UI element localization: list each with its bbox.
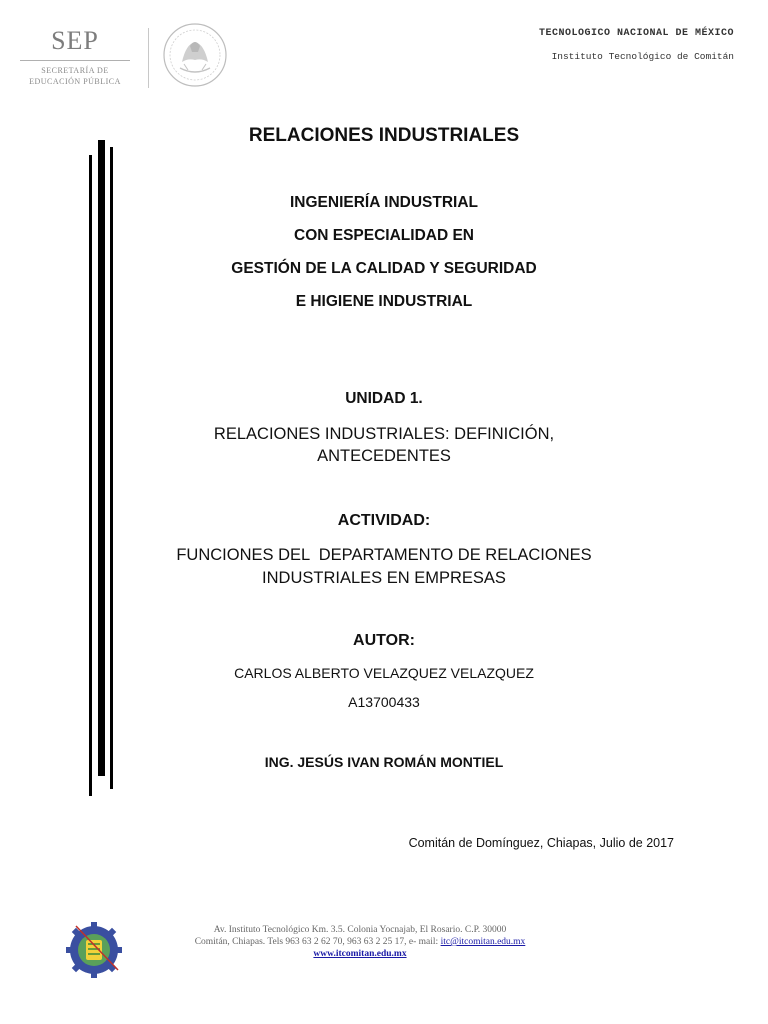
place-date: Comitán de Domínguez, Chiapas, Julio de 2017 — [408, 836, 674, 850]
footer-phones: Comitán, Chiapas. Tels 963 63 2 62 70, 963 63 2 25 17, e- mail: — [194, 937, 441, 947]
campus-name: Instituto Tecnológico de Comitán — [551, 51, 734, 62]
unit-topic-line-2: ANTECEDENTES — [317, 447, 451, 465]
footer-website-link[interactable]: www.itcomitan.edu.mx — [313, 949, 407, 959]
footer-address: Av. Instituto Tecnológico Km. 3.5. Colonia Yocnajab, El Rosario. C.P. 30000 — [213, 925, 507, 935]
career-line-1: INGENIERÍA INDUSTRIAL — [289, 194, 478, 211]
sep-logo-rule — [20, 60, 130, 61]
institution-name: TECNOLOGICO NACIONAL DE MÉXICO — [538, 28, 734, 39]
unit-label: UNIDAD 1. — [345, 390, 423, 407]
header-divider — [148, 28, 149, 88]
author-id: A13700433 — [348, 694, 420, 710]
career-line-2: CON ESPECIALIDAD EN — [294, 227, 474, 244]
activity-topic-line-1: FUNCIONES DEL DEPARTAMENTO DE RELACIONES — [176, 546, 592, 564]
sep-logo — [20, 26, 130, 88]
career-line-4: E HIGIENE INDUSTRIAL — [295, 293, 473, 310]
teacher-name: ING. JESÚS IVAN ROMÁN MONTIEL — [264, 754, 504, 770]
activity-topic — [0, 544, 768, 590]
sep-logo-line2: EDUCACIÓN PÚBLICA — [29, 77, 121, 86]
footer-website — [150, 949, 570, 959]
footer-email-link[interactable]: itc@itcomitan.edu.mx — [440, 937, 526, 947]
itc-logo-icon — [66, 922, 122, 978]
footer-contact — [150, 937, 570, 947]
unit-topic-line-1: RELACIONES INDUSTRIALES: DEFINICIÓN, — [213, 425, 555, 443]
unit-topic — [0, 423, 768, 467]
document-title: RELACIONES INDUSTRIALES — [248, 125, 520, 146]
coat-of-arms-seal-icon — [162, 22, 228, 88]
sep-logo-line1: SECRETARÍA DE — [41, 66, 109, 75]
author-name: CARLOS ALBERTO VELAZQUEZ VELAZQUEZ — [234, 665, 534, 681]
activity-label: ACTIVIDAD: — [337, 512, 431, 529]
activity-topic-line-2: INDUSTRIALES EN EMPRESAS — [262, 569, 506, 587]
sep-logo-word: SEP — [51, 26, 99, 55]
career-line-3: GESTIÓN DE LA CALIDAD Y SEGURIDAD — [231, 260, 537, 277]
author-label: AUTOR: — [353, 632, 415, 649]
